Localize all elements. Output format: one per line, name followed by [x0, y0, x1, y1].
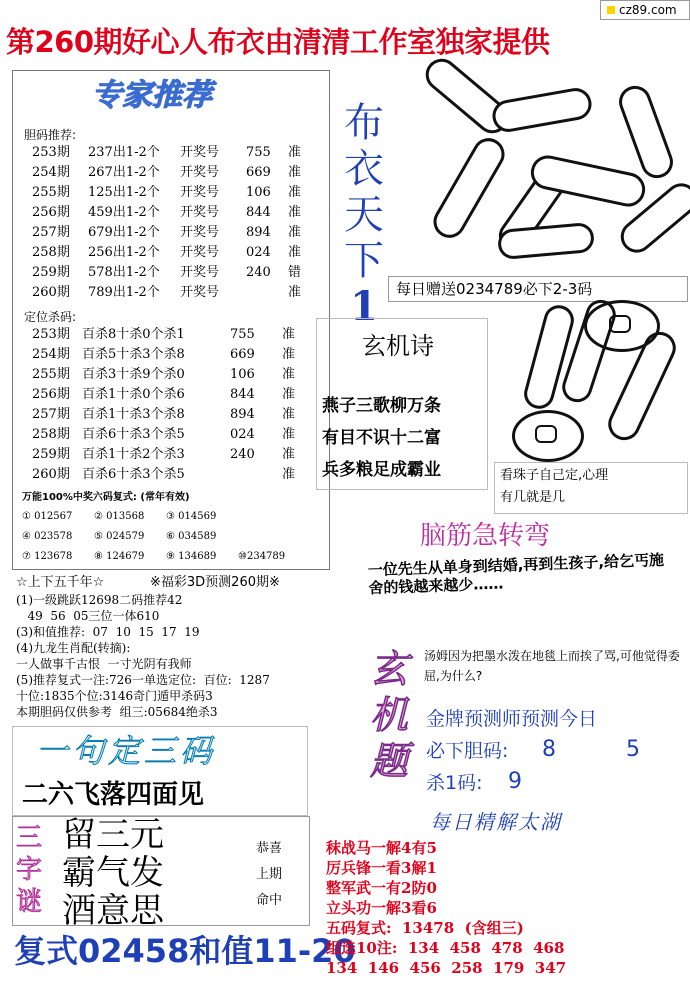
pos-draw: 024 — [230, 427, 255, 442]
history-line: 一人做事千古恨 一寸光阴有我师 — [16, 657, 192, 671]
wanneng-item: ② 013568 — [94, 511, 145, 522]
three-word-words — [62, 816, 242, 930]
dan-title: 胆码推荐: — [24, 128, 77, 142]
buyi-number: 1 — [350, 283, 378, 330]
dan-draw: 240 — [246, 265, 271, 280]
dan-table — [32, 144, 322, 304]
note-line: 有几就是几 — [500, 490, 566, 505]
dan-result: 错 — [288, 265, 302, 280]
dan-label: 开奖号 — [180, 265, 220, 280]
wanneng-item: ③ 014569 — [166, 511, 217, 522]
pos-pick: 百杀1十杀3个杀8 — [82, 407, 185, 422]
dan-label: 开奖号 — [180, 245, 220, 260]
poem-line: 有目不识十二富 — [322, 428, 441, 448]
history-head-left: ☆上下五千年☆ — [16, 575, 105, 590]
taihu-line: 整军武一有2防0 — [326, 879, 437, 897]
wanneng-item: ① 012567 — [22, 511, 73, 522]
gold-dan-label: 必下胆码: — [426, 740, 509, 762]
taihu-list — [326, 838, 686, 986]
dan-row — [32, 164, 322, 184]
bead — [490, 86, 594, 135]
wanneng-item: ⑤ 024579 — [94, 531, 145, 542]
dan-period: 253期 — [32, 145, 70, 160]
pos-period: 254期 — [32, 347, 70, 362]
dan-pick: 679出1-2个 — [88, 225, 160, 240]
riddle-char: 机 — [370, 693, 409, 737]
dan-period: 257期 — [32, 225, 70, 240]
history-line: (4)九龙生肖配(转摘): — [16, 641, 131, 655]
dan-draw: 844 — [246, 205, 271, 220]
poem-line: 兵多粮足成霸业 — [322, 460, 441, 480]
wanneng-item: ④ 023578 — [22, 531, 73, 542]
dan-result: 准 — [288, 185, 302, 200]
dan-row — [32, 184, 322, 204]
dan-draw: 024 — [246, 245, 271, 260]
taihu-line: 秣战马一解4有5 — [326, 839, 437, 857]
page-title: 第260期好心人布衣由清清工作室独家提供 — [6, 25, 550, 59]
gold-dan-a: 8 — [542, 737, 556, 762]
pos-result: 准 — [282, 327, 296, 342]
one-sentence-text: 二六飞落四面见 — [22, 780, 205, 810]
brain-text: 一位先生从单身到结婚,再到生孩子,给乞丐施舍的钱越来越少…… — [367, 550, 665, 598]
buyi-char: 布 — [344, 100, 384, 146]
pos-pick: 百杀3十杀9个杀0 — [82, 367, 185, 382]
wanneng-row — [22, 508, 322, 526]
pos-period: 255期 — [32, 367, 70, 382]
dan-period: 255期 — [32, 185, 70, 200]
pos-title: 定位杀码: — [24, 310, 77, 324]
pos-pick: 百杀8十杀0个杀1 — [82, 327, 185, 342]
watermark-text: cz89.com — [619, 3, 677, 17]
pos-period: 256期 — [32, 387, 70, 402]
pos-draw: 106 — [230, 367, 255, 382]
three-word-word: 留三元 — [62, 815, 164, 855]
dan-pick: 578出1-2个 — [88, 265, 160, 280]
wanneng-title: 万能100%中奖六码复式: (常年有效) — [22, 492, 190, 503]
wanneng-item: ⑨ 134689 — [166, 551, 217, 562]
riddle-question: 汤姆因为把墨水泼在地毯上而挨了骂,可他觉得委屈,为什么? — [424, 649, 680, 683]
dan-pick: 789出1-2个 — [88, 285, 160, 300]
taihu-line: 厉兵锋一看3解1 — [326, 859, 437, 877]
dan-row — [32, 224, 322, 244]
congrats-line: 上期 — [256, 867, 283, 882]
three-word-vertical — [16, 822, 52, 918]
bead — [428, 132, 511, 243]
dan-draw: 669 — [246, 165, 271, 180]
coin-hole — [609, 315, 631, 333]
taihu-line: 五码复式: 13478 (含组三) — [326, 919, 524, 937]
pos-result: 准 — [282, 427, 296, 442]
pos-period: 258期 — [32, 427, 70, 442]
coin-hole — [535, 425, 557, 443]
dan-label: 开奖号 — [180, 225, 220, 240]
dan-row — [32, 284, 322, 304]
note-line: 看珠子自己定,心理 — [500, 468, 609, 483]
dan-label: 开奖号 — [180, 285, 220, 300]
dan-row — [32, 264, 322, 284]
pos-period: 253期 — [32, 327, 70, 342]
dan-pick: 256出1-2个 — [88, 245, 160, 260]
riddle-vertical — [370, 646, 416, 784]
taihu-title: 每日精解太湖 — [430, 810, 562, 834]
pos-table — [32, 326, 322, 486]
dan-result: 准 — [288, 165, 302, 180]
pos-row — [32, 366, 322, 386]
fushi-text: 复式02458和值11-20 — [14, 932, 356, 970]
history-line: (3)和值推荐: 07 10 15 17 19 — [16, 625, 200, 639]
dan-period: 256期 — [32, 205, 70, 220]
dan-result: 准 — [288, 205, 302, 220]
pos-draw: 669 — [230, 347, 255, 362]
bead — [615, 81, 678, 182]
pos-row — [32, 326, 322, 346]
dan-draw: 894 — [246, 225, 271, 240]
taihu-line: 立头功一解3看6 — [326, 899, 437, 917]
poem-title: 玄机诗 — [362, 332, 434, 360]
poem-line: 燕子三歌柳万条 — [322, 396, 441, 416]
gold-title: 金牌预测师预测今日 — [426, 708, 598, 730]
beads-picture-bottom — [494, 300, 686, 460]
history-line: 十位:1835个位:3146奇门遁甲杀码3 — [16, 689, 213, 703]
wanneng-item: ⑩234789 — [238, 551, 286, 562]
one-sentence-title: 一句定三码 — [36, 732, 217, 770]
riddle-char: 题 — [370, 739, 409, 783]
pos-draw: 240 — [230, 447, 255, 462]
pos-result: 准 — [282, 387, 296, 402]
history-line: 49 56 05三位一体610 — [16, 609, 160, 623]
dan-draw: 106 — [246, 185, 271, 200]
buyi-char: 天 — [344, 192, 384, 238]
pos-pick: 百杀6十杀3个杀5 — [82, 427, 185, 442]
buyi-char: 下 — [344, 238, 384, 284]
pos-row — [32, 446, 322, 466]
dan-label: 开奖号 — [180, 185, 220, 200]
wanneng-row — [22, 528, 322, 546]
dan-label: 开奖号 — [180, 205, 220, 220]
pos-result: 准 — [282, 367, 296, 382]
three-word-congrats — [256, 836, 296, 914]
gold-kill: 9 — [508, 769, 522, 794]
pos-draw: 894 — [230, 407, 255, 422]
three-word-word: 酒意思 — [62, 891, 164, 931]
pos-result: 准 — [282, 407, 296, 422]
pos-pick: 百杀5十杀3个杀8 — [82, 347, 185, 362]
dan-pick: 237出1-2个 — [88, 145, 160, 160]
dan-row — [32, 144, 322, 164]
gift-text: 每日赠送0234789必下2-3码 — [396, 280, 593, 298]
pos-row — [32, 426, 322, 446]
taihu-line: 组选10注: 134 458 478 468 — [326, 939, 565, 957]
pos-pick: 百杀6十杀3个杀5 — [82, 467, 185, 482]
pos-result: 准 — [282, 467, 296, 482]
watermark — [600, 0, 690, 20]
pos-period: 257期 — [32, 407, 70, 422]
three-word-char: 谜 — [16, 887, 43, 917]
dan-pick: 267出1-2个 — [88, 165, 160, 180]
dan-label: 开奖号 — [180, 145, 220, 160]
pos-row — [32, 406, 322, 426]
dan-period: 258期 — [32, 245, 70, 260]
wanneng-item: ⑥ 034589 — [166, 531, 217, 542]
history-line: (1)一级跳跃12698二码推荐42 — [16, 593, 183, 607]
congrats-line: 恭喜 — [256, 841, 283, 856]
history-list — [16, 592, 368, 722]
dan-result: 准 — [288, 245, 302, 260]
three-word-char: 字 — [16, 855, 43, 885]
buyi-char: 衣 — [344, 146, 384, 192]
dan-label: 开奖号 — [180, 165, 220, 180]
three-word-char: 三 — [16, 823, 43, 853]
riddle-char: 玄 — [370, 647, 409, 691]
watermark-square-icon — [607, 6, 615, 14]
dan-pick: 125出1-2个 — [88, 185, 160, 200]
history-line: 本期胆码仅供参考 组三:05684绝杀3 — [16, 705, 218, 719]
pos-pick: 百杀1十杀2个杀3 — [82, 447, 185, 462]
pos-draw: 844 — [230, 387, 255, 402]
gold-kill-label: 杀1码: — [426, 772, 483, 794]
dan-result: 准 — [288, 225, 302, 240]
pos-result: 准 — [282, 347, 296, 362]
pos-row — [32, 386, 322, 406]
gold-dan-b: 5 — [626, 737, 640, 762]
coin — [584, 300, 660, 352]
congrats-line: 命中 — [256, 893, 283, 908]
pos-row — [32, 466, 322, 486]
coin — [512, 410, 584, 462]
pos-draw: 755 — [230, 327, 255, 342]
buyi-title — [342, 100, 386, 330]
wanneng-list — [22, 508, 322, 568]
wanneng-item: ⑦ 123678 — [22, 551, 73, 562]
pos-pick: 百杀1十杀0个杀6 — [82, 387, 185, 402]
dan-period: 260期 — [32, 285, 70, 300]
pos-period: 259期 — [32, 447, 70, 462]
expert-heading: 专家推荐 — [92, 78, 212, 113]
dan-pick: 459出1-2个 — [88, 205, 160, 220]
pos-result: 准 — [282, 447, 296, 462]
brain-title: 脑筋急转弯 — [420, 521, 551, 551]
three-word-word: 霸气发 — [62, 853, 164, 893]
dan-result: 准 — [288, 145, 302, 160]
dan-period: 259期 — [32, 265, 70, 280]
history-line: (5)推荐复式一注:726一单选定位: 百位: 1287 — [16, 673, 270, 687]
dan-draw: 755 — [246, 145, 271, 160]
taihu-line: 134 146 456 258 179 347 — [326, 959, 567, 977]
dan-result: 准 — [288, 285, 302, 300]
beads-picture-top — [388, 76, 684, 274]
history-head-right: ※福彩3D预测260期※ — [150, 575, 280, 590]
dan-row — [32, 244, 322, 264]
wanneng-item: ⑧ 124679 — [94, 551, 145, 562]
dan-period: 254期 — [32, 165, 70, 180]
pos-period: 260期 — [32, 467, 70, 482]
pos-row — [32, 346, 322, 366]
wanneng-row — [22, 548, 322, 566]
dan-row — [32, 204, 322, 224]
